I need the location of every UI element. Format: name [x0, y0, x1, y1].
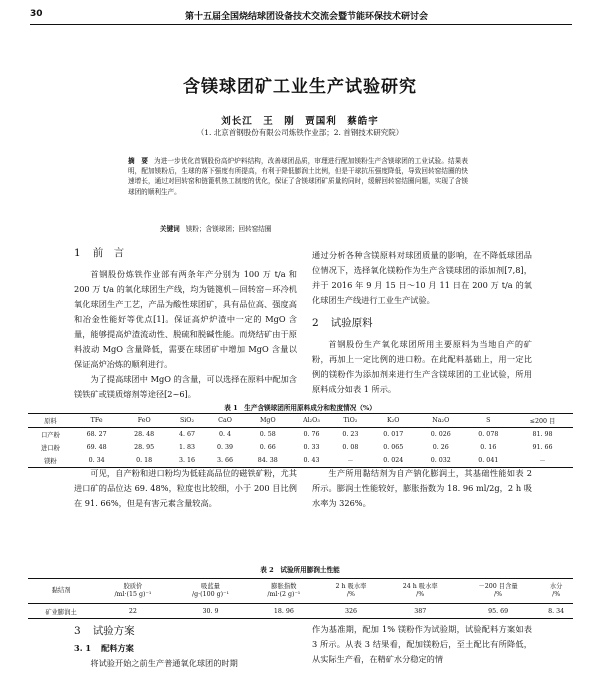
table-1-cell: 0. 39 [216, 444, 234, 451]
table-2-header-cell [172, 579, 250, 604]
section-2-heading [312, 316, 532, 331]
table-1-cell: 0. 024 [383, 457, 404, 464]
subsection-3-1-title: 配料方案 [101, 643, 134, 653]
material-discussion-paragraph: 可见，自产粉和进口粉均为低硅高品位的磁铁矿粉，尤其进口矿的品位达 69. 48%，粒度也比较细，小于 200 目比例在 91. 66%，但是有害元素含量较高。 [74, 468, 297, 508]
table-1-cell: － [539, 458, 546, 465]
table-2-header-label: 吸蓝量 [201, 583, 220, 590]
subsection-3-1-heading [74, 641, 297, 656]
table-2-header-cell [28, 579, 94, 604]
section-3-number: 3 [74, 625, 81, 637]
table-1-cell: 0. 34 [88, 457, 105, 464]
section-2-paragraph: 首钢股份生产氧化球团所用主要原料为当地自产的矿粉，再加上一定比例的进口粉。在此配料基础上，用一定比例的镁粉作为添加剂来进行生产含镁球团的工业试验，所用原料成分如表 1 所示。 [312, 339, 532, 394]
paper-title: 含镁球团矿工业生产试验研究 [183, 77, 417, 97]
table-2-header-cell [249, 579, 318, 604]
abstract-label: 摘 要 [128, 157, 149, 165]
table-1-header-cell: CaO [206, 414, 244, 428]
table-1-cell: 0. 43 [303, 457, 320, 464]
table-1-cell: 1. 83 [178, 444, 195, 451]
table-1-cell: 0. 017 [383, 431, 404, 438]
table-2-header-unit: /ml·(15 g)⁻¹ [114, 591, 152, 598]
affiliation: （1. 北京首钢股份有限公司炼铁作业部；2. 首钢技术研究院） [196, 128, 404, 137]
table-1-cell: 91. 66 [532, 444, 553, 451]
table-1-caption: 表 1 生产含镁球团所用原料成分和粒度情况（%） [224, 404, 376, 412]
table-2-caption: 表 2 试验所用膨润土性能 [260, 566, 340, 574]
table-2-header-label: 24 h 吸水率 [402, 583, 438, 590]
table-2-cell: 18. 96 [273, 607, 294, 615]
abstract [128, 156, 468, 197]
section-2-number: 2 [312, 317, 319, 329]
table-2-cell: 8. 34 [548, 607, 565, 615]
table-2-row [28, 604, 573, 619]
keywords-label: 关键词 [160, 225, 180, 233]
table-1-header-cell: TiO₂ [331, 414, 369, 428]
table-1-cell: 0. 078 [478, 431, 499, 438]
table-1-cell: 0. 26 [432, 444, 449, 451]
table-1-cell: 4. 67 [178, 431, 195, 438]
table-2 [28, 578, 573, 619]
table-1-cell: 69. 48 [86, 444, 107, 451]
table-1-cell: 28. 48 [134, 431, 155, 438]
table-1-cell: 3. 16 [178, 457, 195, 464]
table-1-cell: 0. 58 [259, 431, 276, 438]
subsection-3-1-number: 3. 1 [74, 643, 92, 653]
page-number: 30 [30, 9, 43, 19]
table-1-cell: 0. 065 [383, 444, 404, 451]
table-1-cell: 0. 76 [303, 431, 320, 438]
table-1-cell: 0. 026 [430, 431, 451, 438]
table-2-header-cell [383, 579, 456, 604]
right-intro-paragraph: 通过分析各种含镁原料对球团质量的影响，在不降低球团品位情况下，选择氧化镁粉作为生产含镁球团的添加剂[7,8]，并于 2016 年 9 月 15 日～10 月 11 日在 200 万 t/a 的氧化球团生产线进行工业生产试验。 [312, 250, 532, 305]
left-column-top [74, 246, 297, 402]
right-column-middle [312, 466, 532, 511]
table-1-cell: 0. 041 [478, 457, 499, 464]
section-1-number: 1 [74, 247, 81, 259]
table-1-header-cell: MgO [244, 414, 292, 428]
table-1 [28, 413, 573, 468]
table-2-header-label: 黏结剂 [51, 587, 71, 594]
table-2-header-unit: /% [416, 591, 425, 598]
table-1-header-cell: SiO₂ [168, 414, 206, 428]
table-2-cell: 387 [414, 607, 427, 615]
table-1-cell: 3. 66 [216, 457, 234, 464]
table-2-header-cell [457, 579, 539, 604]
section-1-title: 前 言 [92, 247, 125, 259]
table-2-cell: 326 [344, 607, 357, 615]
section-1-paragraph-1: 首钢股份炼铁作业部有两条年产分别为 100 万 t/a 和 200 万 t/a 的氧化球团生产线，均为链篦机－回转窑－环冷机氧化球团生产工艺，产品为酸性球团矿，具有品位高、强度高和冶金性能好等优点[1]。保证高炉炉渣中一定的 MgO 含量，能够提高炉渣流动性、脱硫和脱碱性能。而烧结矿由于原料波动 MgO 含量降低，需要在球团矿中增加 MgO 含量以保证高炉冶炼的顺利进行。 [74, 269, 297, 369]
table-2-header-label: 2 h 吸水率 [335, 583, 367, 590]
table-1-header-cell: FeO [120, 414, 168, 428]
table-2-header-unit: /ml·(2 g)⁻¹ [267, 591, 301, 598]
table-1-cell: 镁粉 [44, 458, 57, 465]
table-2-header-cell [539, 579, 573, 604]
table-1-row [28, 441, 573, 454]
table-1-header-cell: TFe [73, 414, 121, 428]
section-2-title: 试验原料 [330, 317, 373, 329]
table-1-header-cell: Al₂O₃ [292, 414, 332, 428]
table-1-cell: 81. 98 [532, 431, 553, 438]
section-1-heading [74, 246, 297, 261]
table-1-header-cell: K₂O [369, 414, 417, 428]
table-1-cell: 0. 23 [342, 431, 359, 438]
table-2-cell: 30. 9 [202, 607, 219, 615]
abstract-text: 为进一步优化首钢股份高炉炉料结构，改善球团品质，审理进行配加镁粉生产含镁球团的工业试验。结果表明，配加镁粉后，生球的落下强度有所提高，有利于降低膨润土比例，但是干球抗压强度降低，导致回转窑结圈的快速增长，通过对回转窑和链篦机热工制度的优化，保证了含镁球团矿质量的同时，缓解回转窑结圈问题，实现了含镁球团的顺利生产。 [128, 157, 468, 196]
table-1-cell: 0. 66 [259, 444, 276, 451]
section-3-title: 试验方案 [92, 625, 135, 637]
table-1-cell: 进口粉 [40, 445, 60, 452]
binder-paragraph: 生产所用黏结剂为自产钠化膨润土，其基础性能如表 2 所示。膨润土性能较好，膨胀指数为 18. 96 ml/2g，2 h 吸水率为 326%。 [312, 468, 532, 508]
authors: 刘长江 王 刚 贾国利 蔡皓宇 [221, 116, 379, 127]
table-1-cell: 0. 4 [218, 431, 232, 438]
table-2-cell: 22 [128, 607, 137, 615]
section-3-paragraph: 将试验开始之前生产普通氧化球团的时期 [90, 658, 238, 668]
left-column-bottom [74, 624, 297, 671]
table-1-header-cell: ≤200 目 [512, 414, 573, 428]
table-1-cell: 0. 08 [342, 444, 359, 451]
section-1-paragraph-2: 为了提高球团中 MgO 的含量，可以选择在原料中配加含镁铁矿或镁质熔剂等途径[2~6]。 [74, 374, 297, 399]
table-2-header-unit: /g·(100 g)⁻¹ [192, 591, 229, 598]
table-1-header-cell: S [465, 414, 513, 428]
right-column-top [312, 248, 532, 397]
left-column-middle [74, 466, 297, 511]
table-1-cell: 0. 18 [136, 457, 153, 464]
table-1-cell: － [347, 458, 354, 465]
table-2-header-unit: /% [494, 591, 503, 598]
table-2-header-label: 水分 [549, 583, 563, 590]
table-2-header-label: －200 目含量 [478, 583, 518, 590]
section-3-heading [74, 624, 297, 639]
table-2-cell: 95. 69 [488, 607, 509, 615]
running-header [30, 6, 572, 25]
table-2-header-cell [94, 579, 172, 604]
table-1-cell: 口产粉 [40, 432, 60, 439]
conference-name: 第十五届全国烧结球团设备技术交流会暨节能环保技术研讨会 [185, 12, 429, 22]
scheme-paragraph: 作为基准期，配加 1% 镁粉作为试验期，试验配料方案如表 3 所示。从表 3 结果看，配加镁粉后，至土配比有所降低，从实际生产看，在精矿水分稳定的情 [312, 624, 532, 664]
right-column-bottom [312, 622, 532, 667]
table-1-row [28, 428, 573, 442]
table-2-cell: 矿业膨润土 [45, 608, 77, 616]
table-2-header-unit: /% [346, 591, 356, 598]
keywords-text: 镁粉；含镁球团；回转窑结圈 [185, 225, 272, 233]
table-1-cell: 68. 27 [86, 431, 107, 438]
keywords [160, 223, 272, 233]
table-1-header-cell: Na₂O [417, 414, 465, 428]
table-1-header-cell: 原料 [28, 414, 73, 428]
table-1-cell: 84. 38 [257, 457, 278, 464]
table-1-cell: 28. 95 [134, 444, 155, 451]
table-2-header-label: 膨胀指数 [271, 583, 297, 590]
table-1-cell: 0. 032 [430, 457, 451, 464]
table-2-header-cell [318, 579, 383, 604]
table-2-header-label: 胶质价 [123, 583, 143, 590]
table-1-cell: 0. 16 [480, 444, 497, 451]
table-1-cell: 0. 33 [303, 444, 320, 451]
table-2-header-unit: /% [552, 591, 561, 598]
